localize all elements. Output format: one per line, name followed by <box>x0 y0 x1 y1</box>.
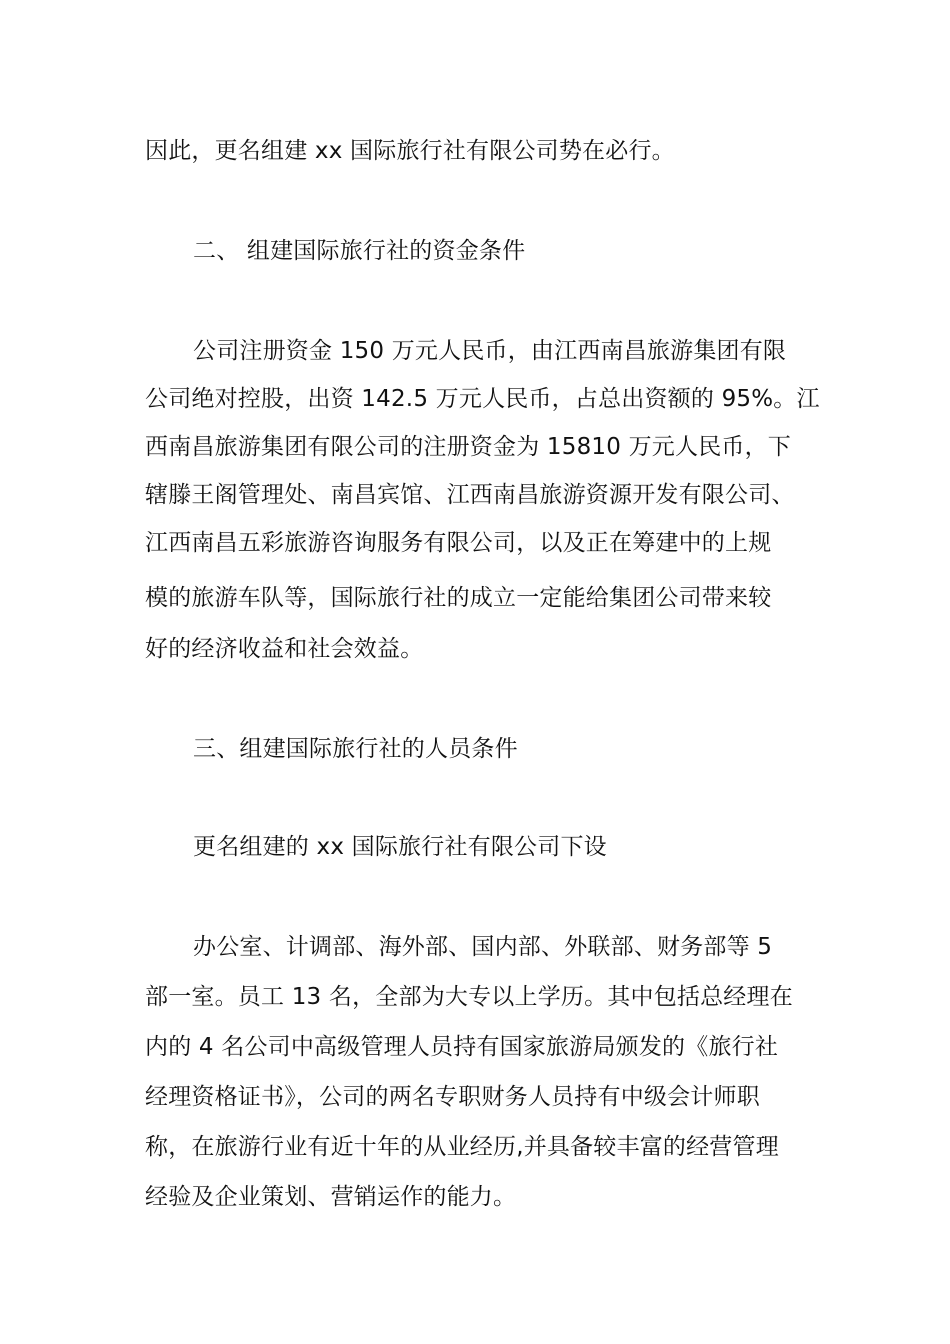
paragraph-staff-line: 经理资格证书》，公司的两名专职财务人员持有中级会计师职 <box>145 1084 760 1110</box>
paragraph-capital-line: 公司绝对控股，出资 142.5 万元人民币，占总出资额的 95%。江 <box>145 386 820 412</box>
paragraph-capital-line: 辖滕王阁管理处、南昌宾馆、江西南昌旅游资源开发有限公司、 <box>145 482 795 508</box>
paragraph-staff-line: 经验及企业策划、营销运作的能力。 <box>145 1184 517 1210</box>
paragraph-staff-line: 内的 4 名公司中高级管理人员持有国家旅游局颁发的《旅行社 <box>145 1034 779 1060</box>
paragraph-staff-line: 部一室。员工 13 名，全部为大专以上学历。其中包括总经理在 <box>145 984 793 1010</box>
section-heading-capital: 二、 组建国际旅行社的资金条件 <box>193 238 526 264</box>
section-heading-staff: 三、组建国际旅行社的人员条件 <box>193 736 518 762</box>
paragraph-capital-line: 公司注册资金 150 万元人民币，由江西南昌旅游集团有限 <box>193 338 787 364</box>
paragraph-capital-line: 江西南昌五彩旅游咨询服务有限公司，以及正在筹建中的上规 <box>145 530 772 556</box>
paragraph-capital-line: 西南昌旅游集团有限公司的注册资金为 15810 万元人民币，下 <box>145 434 791 460</box>
paragraph-staff-line: 称，在旅游行业有近十年的从业经历,并具备较丰富的经营管理 <box>145 1134 779 1160</box>
paragraph-capital-line: 好的经济收益和社会效益。 <box>145 636 424 662</box>
paragraph-intro-line: 因此，更名组建 xx 国际旅行社有限公司势在必行。 <box>145 138 675 164</box>
paragraph-staff-line: 办公室、计调部、海外部、国内部、外联部、财务部等 5 <box>193 934 773 960</box>
paragraph-capital-line: 模的旅游车队等，国际旅行社的成立一定能给集团公司带来较 <box>145 585 772 611</box>
paragraph-setup-line: 更名组建的 xx 国际旅行社有限公司下设 <box>193 834 607 860</box>
